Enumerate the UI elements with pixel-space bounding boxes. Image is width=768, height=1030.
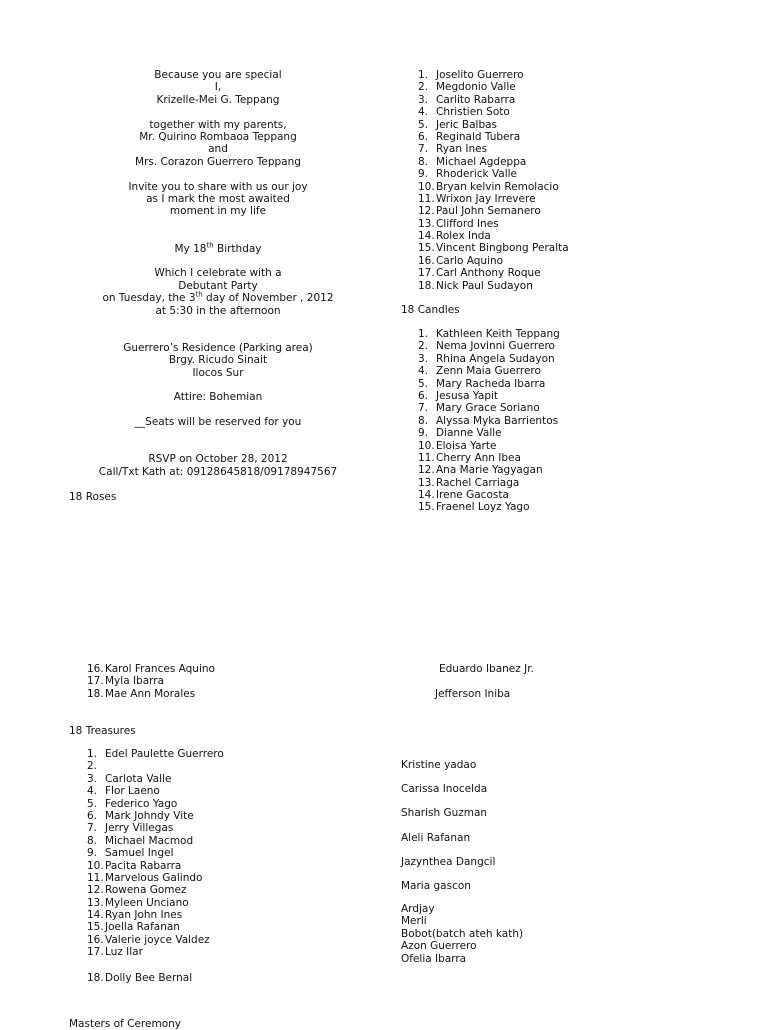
extra-name: Jefferson Iniba bbox=[435, 688, 511, 700]
list-item bbox=[87, 798, 224, 810]
item-number: 18. bbox=[87, 972, 104, 984]
item-name: Luz Ilar bbox=[105, 946, 143, 959]
item-number: 6. bbox=[418, 389, 429, 402]
name-line: Kristine yadao bbox=[401, 759, 477, 771]
list-item bbox=[87, 972, 192, 984]
list-item bbox=[87, 847, 224, 859]
item-name: Clifford Ines bbox=[436, 217, 499, 230]
list-item bbox=[418, 168, 569, 180]
name-line: Bobot(batch ateh kath) bbox=[401, 927, 524, 940]
list-item bbox=[418, 255, 569, 267]
item-name: Dianne Valle bbox=[436, 427, 502, 440]
item-number: 8. bbox=[418, 414, 429, 427]
item-number: 16. bbox=[87, 663, 104, 675]
item-name: Mark Johndy Vite bbox=[105, 809, 194, 822]
item-name: Michael Macmod bbox=[105, 834, 194, 847]
item-number: 1. bbox=[87, 748, 98, 760]
extra-name: Eduardo Ibanez Jr. bbox=[439, 663, 534, 675]
item-number: 3. bbox=[418, 93, 429, 106]
item-name: Reginald Tubera bbox=[436, 130, 521, 143]
item-name: Rhoderick Valle bbox=[436, 168, 518, 181]
list-item bbox=[418, 218, 569, 230]
name-line: Sharish Guzman bbox=[401, 807, 488, 820]
item-name: Mary Grace Soriano bbox=[436, 402, 540, 415]
invite-line bbox=[60, 429, 376, 441]
item-name: Jesusa Yapit bbox=[436, 389, 499, 402]
venue-line: Guerrero’s Residence (Parking area) bbox=[123, 341, 313, 354]
item-name: Mae Ann Morales bbox=[105, 687, 196, 700]
list-item bbox=[418, 402, 560, 414]
item-name: Carlito Rabarra bbox=[436, 93, 516, 106]
attire-line: Attire: Bohemian bbox=[173, 391, 263, 404]
item-number: 5. bbox=[418, 118, 429, 131]
item-number: 11. bbox=[87, 871, 104, 884]
item-number: 5. bbox=[418, 377, 429, 390]
item-name: Rachel Carriaga bbox=[436, 476, 520, 489]
list-item bbox=[418, 181, 569, 193]
item-number: 13. bbox=[87, 896, 104, 909]
list-item bbox=[87, 921, 224, 933]
item-name: Dolly Bee Bernal bbox=[105, 972, 193, 984]
list-item bbox=[418, 452, 560, 464]
roses-list bbox=[418, 69, 569, 292]
item-name: Jerry Villegas bbox=[105, 822, 174, 835]
list-item bbox=[418, 440, 560, 452]
item-number: 12. bbox=[418, 464, 435, 477]
invite-line: Because you are special bbox=[154, 69, 282, 81]
item-name: Ryan John Ines bbox=[105, 909, 183, 922]
item-name: Alyssa Myka Barrientos bbox=[436, 414, 559, 427]
item-number: 4. bbox=[418, 365, 429, 378]
item-name: Ryan Ines bbox=[436, 143, 488, 156]
item-name: Michael Agdeppa bbox=[436, 155, 527, 168]
item-number: 12. bbox=[87, 884, 104, 897]
event-time: at 5:30 in the afternoon bbox=[155, 304, 281, 317]
item-number: 1. bbox=[418, 69, 429, 81]
list-item bbox=[87, 934, 224, 946]
list-item bbox=[418, 390, 560, 402]
list-item bbox=[418, 106, 569, 118]
candles-list bbox=[418, 328, 560, 514]
item-name: Zenn Maia Guerrero bbox=[436, 365, 541, 378]
item-name: Myleen Unciano bbox=[105, 896, 189, 909]
mother-name: Mrs. Corazon Guerrero Teppang bbox=[135, 155, 301, 168]
list-item bbox=[87, 748, 224, 760]
name-line: Carissa Inocelda bbox=[401, 783, 488, 796]
invite-line bbox=[60, 379, 376, 391]
invite-line: Debutant Party bbox=[178, 279, 258, 292]
list-item bbox=[418, 340, 560, 352]
item-name: Karol Frances Aquino bbox=[105, 663, 215, 675]
item-number: 17. bbox=[87, 946, 104, 959]
invite-line bbox=[60, 329, 376, 341]
invite-line bbox=[60, 106, 376, 118]
item-name: Valerie joyce Valdez bbox=[105, 933, 210, 946]
item-number: 13. bbox=[418, 217, 435, 230]
father-name: Mr. Quirino Rombaoa Teppang bbox=[139, 131, 297, 144]
item-number: 14. bbox=[418, 489, 435, 502]
item-number: 9. bbox=[418, 168, 429, 181]
list-item bbox=[87, 860, 224, 872]
item-name: Rolex Inda bbox=[436, 230, 491, 243]
item-name: Cherry Ann Ibea bbox=[436, 451, 521, 464]
item-number: 6. bbox=[418, 130, 429, 143]
item-number: 4. bbox=[418, 106, 429, 119]
item-number: 2. bbox=[418, 81, 429, 94]
contact-line: Call/Txt Kath at: 09128645818/09178947567 bbox=[98, 465, 338, 478]
item-number: 13. bbox=[418, 476, 435, 489]
item-name: Carlo Aquino bbox=[436, 254, 504, 267]
list-item bbox=[418, 365, 560, 377]
list-item bbox=[418, 94, 569, 106]
item-name: Joselito Guerrero bbox=[436, 69, 524, 81]
name-line: Ardjay bbox=[401, 903, 435, 915]
item-number: 10. bbox=[418, 180, 435, 193]
item-name: Carl Anthony Roque bbox=[436, 267, 541, 280]
item-name: Flor Laeno bbox=[105, 785, 160, 798]
item-name: Kathleen Keith Teppang bbox=[436, 328, 560, 340]
rsvp-line: RSVP on October 28, 2012 bbox=[148, 453, 288, 466]
invite-line: moment in my life bbox=[169, 205, 267, 218]
invite-line: and bbox=[208, 143, 228, 156]
item-name: Federico Yago bbox=[105, 797, 178, 810]
venue-line: Brgy. Ricudo Sinait bbox=[168, 354, 268, 367]
list-item bbox=[418, 280, 569, 292]
item-number: 8. bbox=[418, 155, 429, 168]
birthday-line: My 18th Birthday bbox=[174, 241, 262, 255]
item-number: 9. bbox=[418, 427, 429, 440]
invite-line: as I mark the most awaited bbox=[146, 193, 290, 206]
list-item bbox=[418, 143, 569, 155]
item-name: Marvelous Galindo bbox=[105, 871, 203, 884]
list-item bbox=[87, 810, 224, 822]
list-item bbox=[418, 353, 560, 365]
item-number: 7. bbox=[418, 143, 429, 156]
item-name: Ana Marie Yagyagan bbox=[436, 464, 543, 477]
invite-line bbox=[60, 218, 376, 230]
item-number: 3. bbox=[418, 352, 429, 365]
item-name: Pacita Rabarra bbox=[105, 859, 182, 872]
item-number: 10. bbox=[418, 439, 435, 452]
item-number: 7. bbox=[418, 402, 429, 415]
cut-off-heading: Masters of Ceremony bbox=[69, 1018, 181, 1030]
item-number: 16. bbox=[87, 933, 104, 946]
invite-line bbox=[60, 255, 376, 267]
item-number: 5. bbox=[87, 797, 98, 810]
list-item bbox=[87, 760, 224, 772]
name-line: Ofelia Ibarra bbox=[401, 952, 467, 965]
item-number: 14. bbox=[418, 230, 435, 243]
debutant-name: Krizelle-Mei G. Teppang bbox=[156, 93, 280, 106]
list-item bbox=[418, 193, 569, 205]
name-line: Aleli Rafanan bbox=[401, 831, 471, 844]
list-item bbox=[418, 501, 560, 513]
list-item bbox=[418, 230, 569, 242]
item-number: 15. bbox=[87, 921, 104, 934]
invite-line bbox=[60, 404, 376, 416]
treasures-last bbox=[87, 972, 192, 984]
seats-line: __Seats will be reserved for you bbox=[134, 416, 302, 429]
list-item bbox=[418, 489, 560, 501]
item-number: 7. bbox=[87, 822, 98, 835]
item-name: Rhina Angela Sudayon bbox=[436, 352, 555, 365]
item-number: 3. bbox=[87, 772, 98, 785]
invite-line: Which I celebrate with a bbox=[154, 267, 282, 280]
item-name: Myla Ibarra bbox=[105, 675, 165, 688]
right-names-block bbox=[401, 903, 523, 965]
item-number: 4. bbox=[87, 785, 98, 798]
list-item bbox=[87, 822, 224, 834]
treasures-list bbox=[87, 748, 224, 959]
item-name: Rowena Gomez bbox=[105, 884, 187, 897]
item-name: Nick Paul Sudayon bbox=[436, 279, 533, 292]
item-number: 2. bbox=[418, 340, 429, 353]
item-number: 9. bbox=[87, 847, 98, 860]
item-name: Irene Gacosta bbox=[436, 489, 509, 502]
item-number: 8. bbox=[87, 834, 98, 847]
item-name: Joella Rafanan bbox=[105, 921, 180, 934]
item-number: 11. bbox=[418, 192, 435, 205]
item-name: Fraenel Loyz Yago bbox=[436, 501, 530, 514]
list-item bbox=[418, 427, 560, 439]
invite-line: I, bbox=[214, 81, 222, 94]
invite-line bbox=[60, 317, 376, 329]
item-number: 12. bbox=[418, 205, 435, 218]
list-item bbox=[87, 835, 224, 847]
treasures-heading: 18 Treasures bbox=[69, 725, 136, 737]
list-item bbox=[418, 477, 560, 489]
list-item bbox=[87, 946, 224, 958]
name-line: Maria gascon bbox=[401, 879, 471, 892]
item-number: 15. bbox=[418, 501, 435, 514]
name-line: Merli bbox=[401, 915, 427, 928]
list-item bbox=[418, 69, 569, 81]
candles-heading: 18 Candles bbox=[401, 304, 460, 316]
item-number: 15. bbox=[418, 242, 435, 255]
list-item bbox=[87, 675, 215, 687]
name-line: Jazynthea Dangcil bbox=[401, 855, 496, 868]
list-item bbox=[418, 131, 569, 143]
list-item bbox=[418, 464, 560, 476]
item-name: Jeric Balbas bbox=[436, 118, 498, 131]
item-name: Megdonio Valle bbox=[436, 81, 516, 94]
item-name: Nema Jovinni Guerrero bbox=[436, 340, 555, 353]
right-names-spaced bbox=[401, 759, 495, 904]
item-name: Eloisa Yarte bbox=[436, 439, 497, 452]
item-number: 16. bbox=[418, 254, 435, 267]
item-number: 10. bbox=[87, 859, 104, 872]
item-name: Christien Soto bbox=[436, 106, 510, 119]
list-item bbox=[87, 909, 224, 921]
invite-line bbox=[60, 230, 376, 242]
list-item bbox=[418, 81, 569, 93]
list-item bbox=[87, 688, 215, 700]
item-number: 2. bbox=[87, 760, 98, 773]
item-number: 18. bbox=[418, 279, 435, 292]
item-name: Paul John Semanero bbox=[436, 205, 541, 218]
invite-line: together with my parents, bbox=[149, 118, 287, 131]
item-name: Mary Racheda Ibarra bbox=[436, 377, 546, 390]
invite-line bbox=[60, 441, 376, 453]
list-item bbox=[418, 415, 560, 427]
list-item bbox=[418, 378, 560, 390]
venue-line: Ilocos Sur bbox=[192, 366, 244, 379]
list-item bbox=[418, 205, 569, 217]
item-name: Samuel Ingel bbox=[105, 847, 174, 860]
item-name: Wrixon Jay Irrevere bbox=[436, 192, 536, 205]
list-item bbox=[418, 242, 569, 254]
list-item bbox=[87, 884, 224, 896]
list-item bbox=[418, 156, 569, 168]
invitation-text bbox=[60, 69, 376, 478]
item-number: 17. bbox=[418, 267, 435, 280]
list-item bbox=[87, 897, 224, 909]
item-name: Bryan kelvin Remolacio bbox=[436, 180, 559, 193]
roses-heading: 18 Roses bbox=[69, 491, 117, 503]
candles-continued-list bbox=[87, 663, 215, 700]
item-name: Vincent Bingbong Peralta bbox=[436, 242, 569, 255]
list-item bbox=[418, 119, 569, 131]
item-number: 14. bbox=[87, 909, 104, 922]
list-item bbox=[418, 328, 560, 340]
item-number: 18. bbox=[87, 687, 104, 700]
name-line: Azon Guerrero bbox=[401, 940, 477, 953]
list-item bbox=[87, 785, 224, 797]
event-date: on Tuesday, the 3th day of November , 2012 bbox=[102, 290, 334, 305]
item-name: Edel Paulette Guerrero bbox=[105, 748, 224, 760]
list-item bbox=[418, 267, 569, 279]
item-name: Carlota Valle bbox=[105, 772, 172, 785]
item-number: 1. bbox=[418, 328, 429, 340]
invite-line: Invite you to share with us our joy bbox=[128, 180, 308, 193]
item-number: 11. bbox=[418, 451, 435, 464]
invite-line bbox=[60, 168, 376, 180]
item-number: 17. bbox=[87, 675, 104, 688]
item-number: 6. bbox=[87, 809, 98, 822]
list-item bbox=[87, 663, 215, 675]
list-item bbox=[87, 872, 224, 884]
list-item bbox=[87, 773, 224, 785]
